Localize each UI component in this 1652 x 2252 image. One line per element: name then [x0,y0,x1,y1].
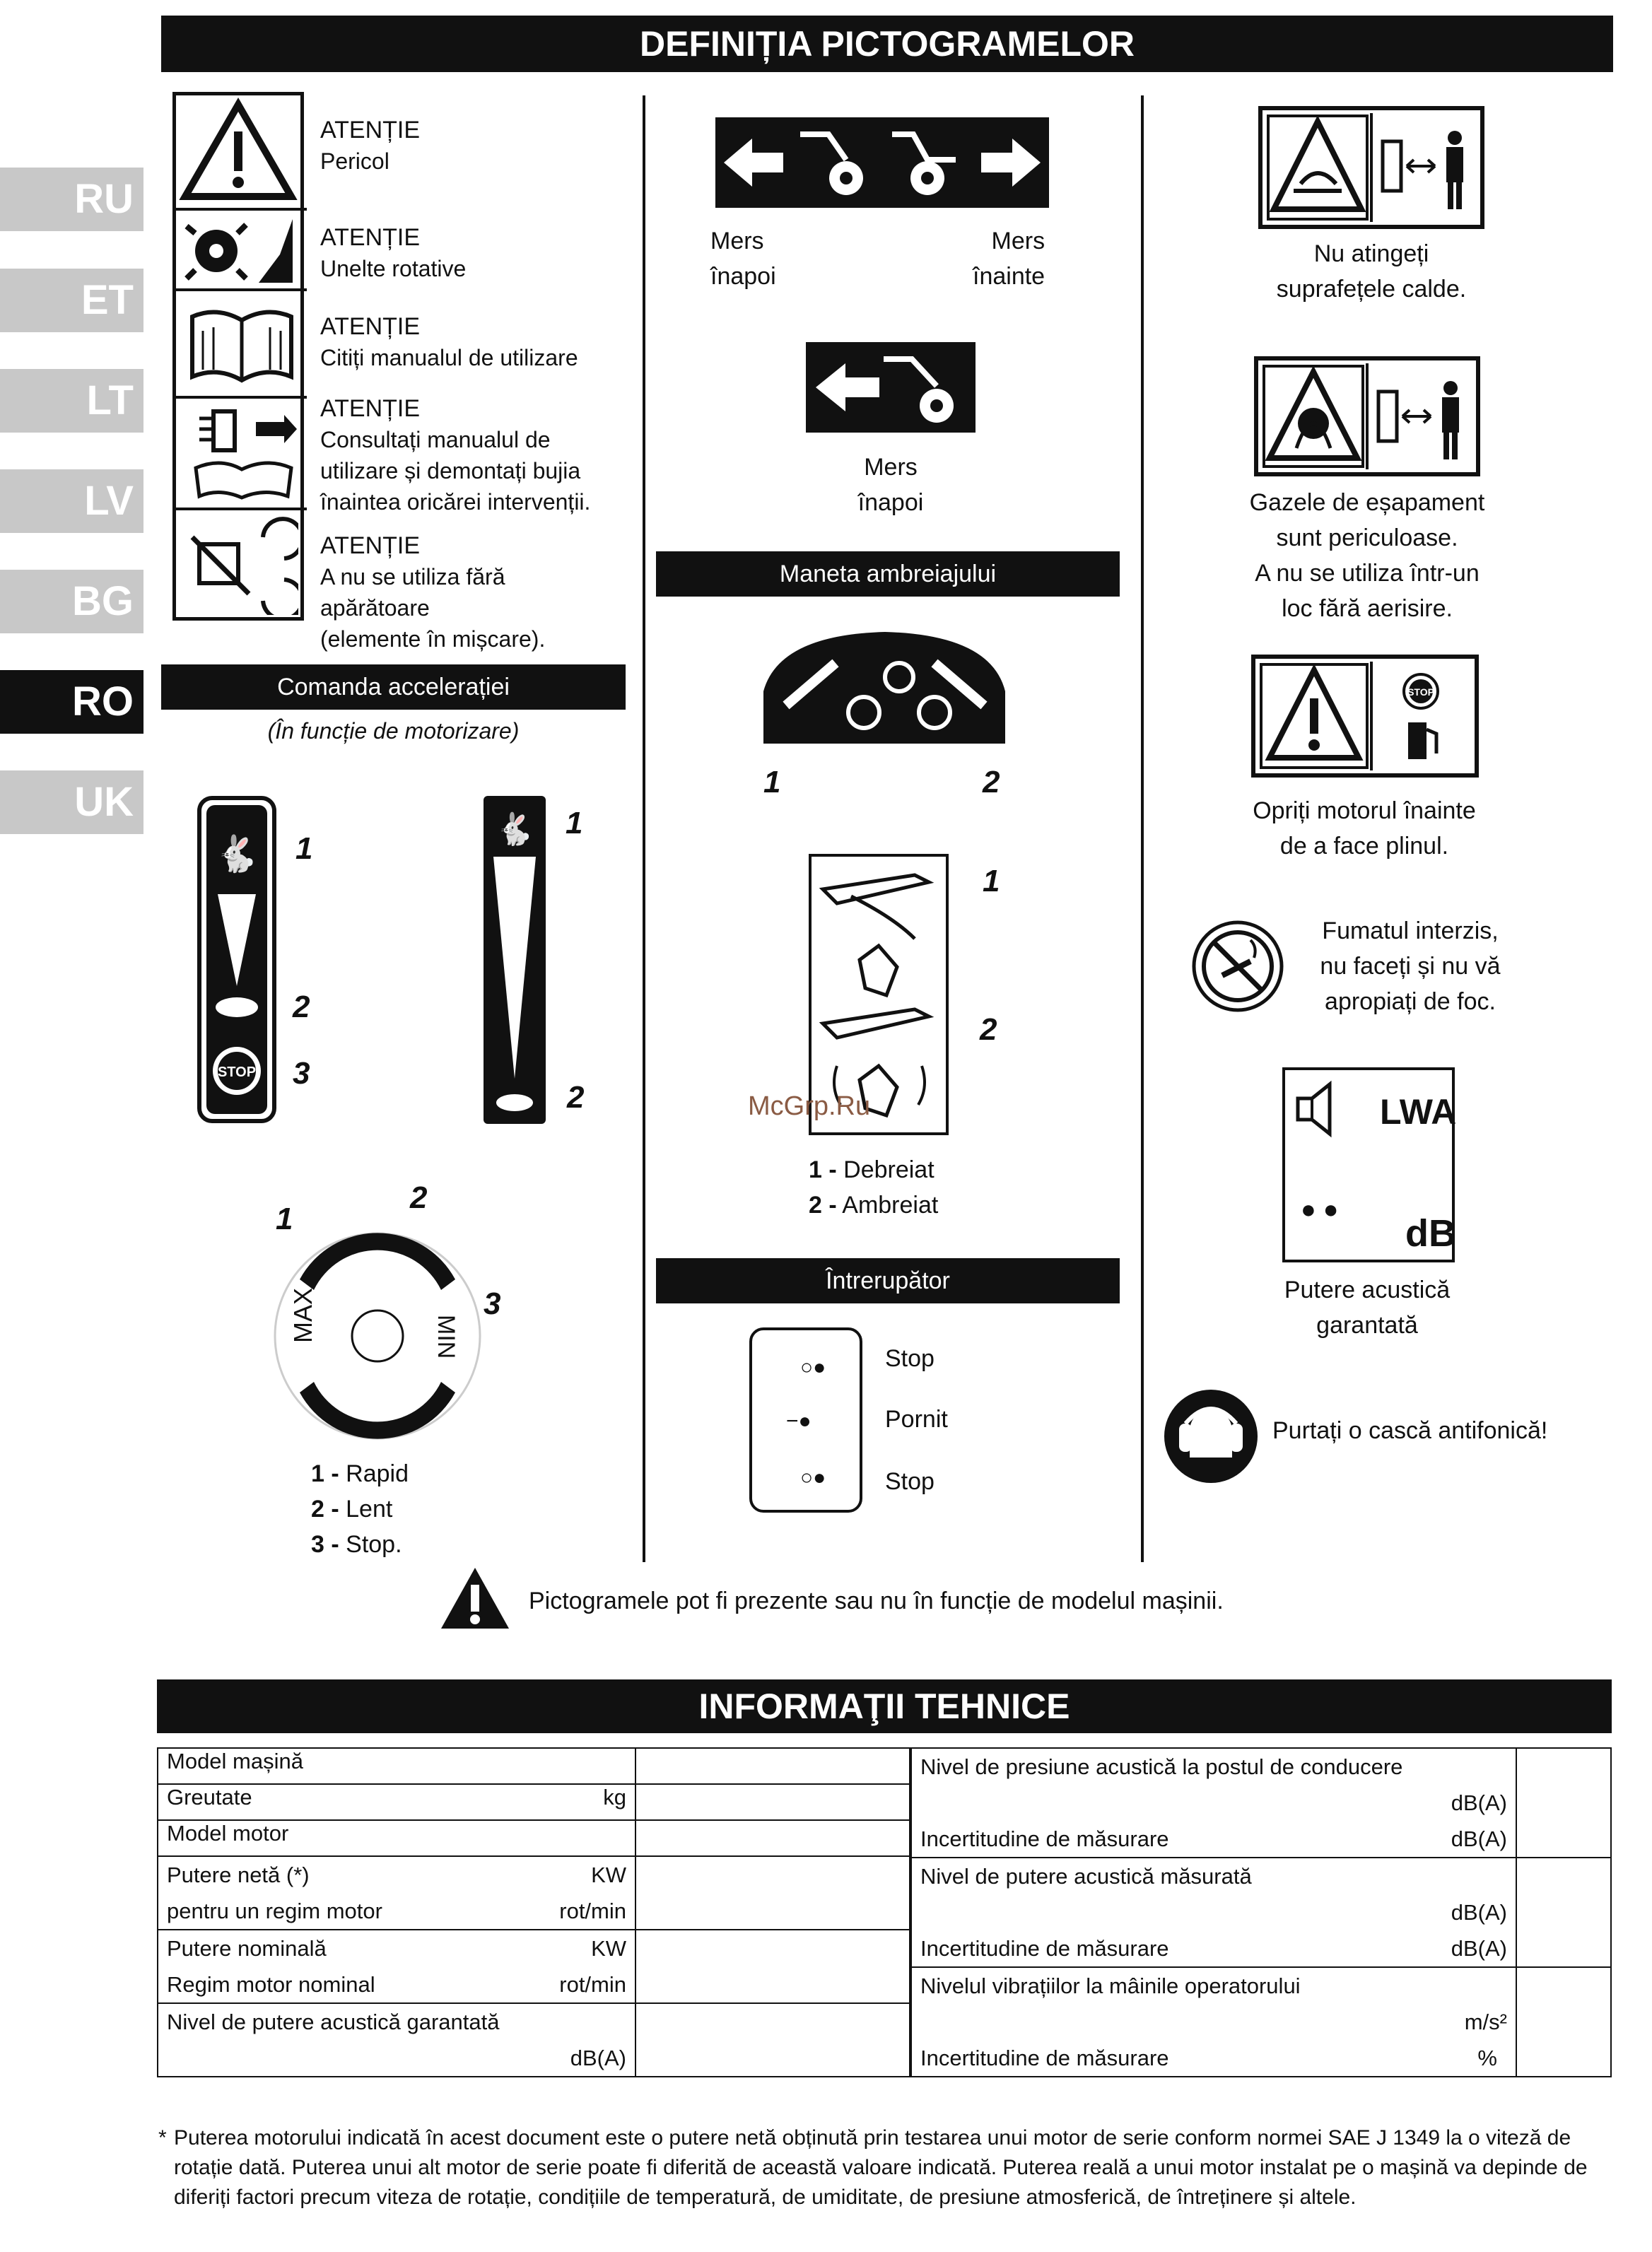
row-unit: dB(A) [1451,1900,1507,1925]
rotating-tools-icon [181,212,301,290]
text-line: nu faceți și nu vă [1320,953,1501,980]
tech-title: INFORMAŢII TEHNICE [157,1679,1612,1733]
throttle-lever-stop-icon [197,795,277,1124]
clutch-num: 2 [980,1012,997,1047]
switch-on-symbol: −● [786,1409,812,1433]
legend-text: Rapid [346,1460,409,1487]
table-row [158,1784,910,1820]
legend-item [809,1152,938,1187]
table-cell [635,1784,910,1820]
row-unit: dB(A) [1451,1790,1507,1815]
legend-text: Stop. [346,1531,402,1558]
table-cell [158,1856,635,1930]
clutch-title: Maneta ambreiajului [656,551,1120,597]
table-cell [635,1748,910,1784]
table-cell: Model motor [158,1820,635,1856]
warning-text: Pericol [320,148,389,174]
warning-text: utilizare și demontați bujia [320,458,581,483]
throttle-legend [311,1456,409,1562]
table-cell [635,1820,910,1856]
text-line: de a face plinul. [1279,833,1449,860]
warning-text-1 [320,115,420,177]
lang-tab-ru[interactable]: RU [0,168,143,231]
row-label: Nivel de putere acustică garantată [167,2010,500,2034]
row-label: Nivel de putere acustică măsurată [920,1864,1252,1889]
warning-text-2 [320,222,466,284]
table-cell [635,1930,910,2003]
refuel-text [1223,793,1506,864]
legend-number: 2 - [809,1192,837,1219]
warning-text: A nu se utiliza fără [320,564,505,590]
lwa-dots: ● ● [1301,1195,1339,1224]
lang-tab-et[interactable]: ET [0,269,143,332]
no-smoking-icon [1190,919,1285,1014]
table-row [158,1856,910,1930]
legend-number: 1 - [311,1460,339,1487]
hot-surface-text [1230,236,1513,307]
throttle-title: Comanda accelerației [161,664,626,710]
warning-text: Consultați manualul de [320,427,551,452]
table-row [911,1967,1611,2077]
row-unit: m/s² [1464,2010,1507,2034]
row-label: Putere nominală [167,1936,327,1961]
row-label: Incertitudine de măsurare [920,2046,1169,2070]
switch-stop-symbol: ○● [800,1356,826,1379]
lang-tab-ro[interactable]: RO [0,670,143,734]
row-unit: dB(A) [1451,1936,1507,1961]
throttle-dial-max: MAX [288,1287,317,1343]
table-cell [1516,1748,1611,1858]
switch-label-stop: Stop [885,1468,935,1495]
table-cell [911,1967,1516,2077]
warning-text-5 [320,530,545,655]
label-line: Mers [864,454,918,481]
warning-text-3 [320,311,578,373]
text-line: garantată [1316,1312,1418,1339]
sound-power-label-icon [1282,1067,1455,1262]
stop-sign-label: STOP [1407,686,1434,698]
refuel-warning-icon [1251,655,1479,778]
row-label: pentru un regim motor [167,1899,382,1923]
throttle-num: 1 [295,831,313,866]
clutch-legend [809,1152,938,1223]
row-label: Regim motor nominal [167,1972,375,1997]
db-label: dB [1405,1212,1456,1255]
table-row [158,2003,910,2077]
warning-heading: ATENȚIE [320,313,421,340]
warning-heading: ATENȚIE [320,395,421,422]
note-text: Pictogramele pot fi prezente sau nu în funcție de modelul mașinii. [529,1588,1224,1614]
warning-heading: ATENȚIE [320,224,421,251]
table-cell [911,1748,1516,1858]
lang-tab-uk[interactable]: UK [0,770,143,834]
legend-number: 3 - [311,1531,339,1558]
ear-protection-icon [1164,1387,1258,1486]
legend-item [311,1491,409,1527]
throttle-num: 3 [293,1056,310,1091]
row-label: Putere netă (*) [167,1863,310,1887]
svg-text:🐇: 🐇 [495,811,534,848]
no-guard-icon [185,516,298,615]
row-unit: dB(A) [570,2046,626,2070]
exhaust-gas-icon [1254,356,1480,476]
direction-forward-label [973,223,1045,294]
throttle-dial-num: 3 [484,1286,501,1321]
label-line: Mers [710,228,764,254]
text-line: Gazele de eșapament [1249,489,1485,516]
tech-table-right [910,1747,1612,2077]
warning-text: înaintea oricărei intervenții. [320,489,591,515]
footnote-text: Puterea motorului indicată în acest document este o putere netă obținută prin testarea unui motor de serie conform normei SAE J 1349 la o viteză de rotație dată. Puterea unui alt motor de serie poate fi diferită de această valoare indicată. Puterea reală a unui motor instalat pe o mașină va depinde de diferiți factori precum viteza de rotație, condițiile de temperatură, de umiditate, de presiune atmosferică, de întreținere și altele. [174,2126,1588,2209]
text-line: Fumatul interzis, [1322,917,1499,944]
throttle-lever-icon [484,796,546,1124]
tech-table-left [157,1747,910,2077]
row-label: Nivelul vibrațiilor la mâinile operatorului [920,1974,1301,1998]
hot-surface-icon [1258,106,1484,229]
warning-text: apărătoare [320,595,430,621]
clutch-num: 1 [983,864,1000,898]
switch-title: Întrerupător [656,1258,1120,1303]
warning-triangle-icon [178,98,298,204]
row-label: Incertitudine de măsurare [920,1936,1169,1961]
row-unit: rot/min [559,1899,626,1923]
throttle-num: 1 [566,806,583,840]
text-line: Opriți motorul înainte [1253,797,1476,824]
no-smoking-text [1301,913,1520,1019]
switch-label-stop: Stop [885,1345,935,1372]
row-unit: rot/min [559,1972,626,1997]
clutch-lever-icon [758,628,1011,749]
direction-forward-reverse-icon [715,117,1049,208]
direction-reverse-label [820,450,961,520]
row-label: Incertitudine de măsurare [920,1826,1169,1851]
legend-text: Debreiat [843,1156,935,1183]
lwa-label: LWA [1380,1092,1457,1132]
clutch-num: 2 [983,765,1000,799]
sound-power-text [1226,1272,1509,1343]
table-cell [158,1930,635,2003]
warning-heading: ATENȚIE [320,117,421,143]
page-title: DEFINIȚIA PICTOGRAMELOR [161,16,1613,72]
table-cell [1516,1967,1611,2077]
throttle-num: 2 [293,990,310,1024]
table-cell [158,2003,635,2077]
row-unit: KW [591,1936,626,1961]
row-unit: kg [603,1785,626,1810]
warning-text: Unelte rotative [320,256,467,281]
legend-number: 2 - [311,1496,339,1523]
direction-reverse-icon [806,342,976,433]
text-line: suprafețele calde. [1276,276,1467,303]
row-label: Greutate [167,1785,252,1810]
watermark: McGrp.Ru [748,1091,871,1121]
table-row [158,1748,910,1784]
direction-back-label [710,223,776,294]
note-warning-icon [438,1565,512,1631]
label-line: înapoi [710,263,776,290]
table-cell [1516,1858,1611,1967]
table-cell: Model mașină [158,1748,635,1784]
warning-heading: ATENȚIE [320,532,421,559]
label-line: înainte [973,263,1045,290]
table-cell [635,2003,910,2077]
table-cell [158,1784,635,1820]
svg-text:🐇: 🐇 [214,833,259,874]
legend-item [311,1456,409,1491]
throttle-dial-num: 1 [276,1202,293,1236]
table-row [158,1820,910,1856]
exhaust-gas-text [1205,485,1530,626]
footnote-star: * [158,2126,167,2150]
column-divider [1141,95,1144,1562]
text-line: sunt periculoase. [1276,524,1458,551]
warning-text: (elemente în mișcare). [320,626,546,652]
table-row [158,1930,910,2003]
table-row [911,1858,1611,1967]
lang-tab-lv[interactable]: LV [0,469,143,533]
throttle-dial-num: 2 [410,1180,428,1215]
text-line: A nu se utiliza într-un [1255,560,1480,587]
throttle-subtitle: (În funcție de motorizare) [267,718,520,744]
label-line: Mers [991,228,1045,254]
legend-item [809,1187,938,1223]
switch-stop-symbol: ○● [800,1466,826,1489]
row-unit: KW [591,1863,626,1887]
ear-protection-text: Purtați o cască antifonică! [1272,1417,1548,1444]
column-divider [643,95,645,1562]
row-unit: dB(A) [1451,1826,1507,1851]
footnote [158,2123,1612,2212]
throttle-dial-min: MIN [433,1315,459,1359]
lang-tab-lt[interactable]: LT [0,369,143,433]
table-row [911,1748,1611,1858]
legend-text: Ambreiat [842,1192,939,1219]
table-cell [635,1856,910,1930]
text-line: loc fără aerisire. [1282,595,1453,622]
stop-sign-label: STOP [217,1065,257,1080]
table-cell [911,1858,1516,1967]
clutch-num: 1 [763,765,781,799]
text-line: Putere acustică [1284,1277,1451,1303]
legend-item [311,1527,409,1562]
legend-text: Lent [346,1496,393,1523]
throttle-num: 2 [567,1080,585,1115]
row-label: Nivel de presiune acustică la postul de conducere [920,1754,1403,1779]
spark-plug-manual-icon [185,404,298,503]
lang-tab-bg[interactable]: BG [0,570,143,633]
text-line: apropiați de foc. [1325,988,1496,1015]
manual-book-icon [185,303,298,387]
warning-text-4 [320,393,590,517]
label-line: înapoi [857,489,924,516]
legend-number: 1 - [809,1156,837,1183]
warning-text: Citiți manualul de utilizare [320,345,578,370]
row-unit: % [1477,2046,1497,2070]
text-line: Nu atingeți [1313,240,1429,267]
switch-label-on: Pornit [885,1406,948,1433]
